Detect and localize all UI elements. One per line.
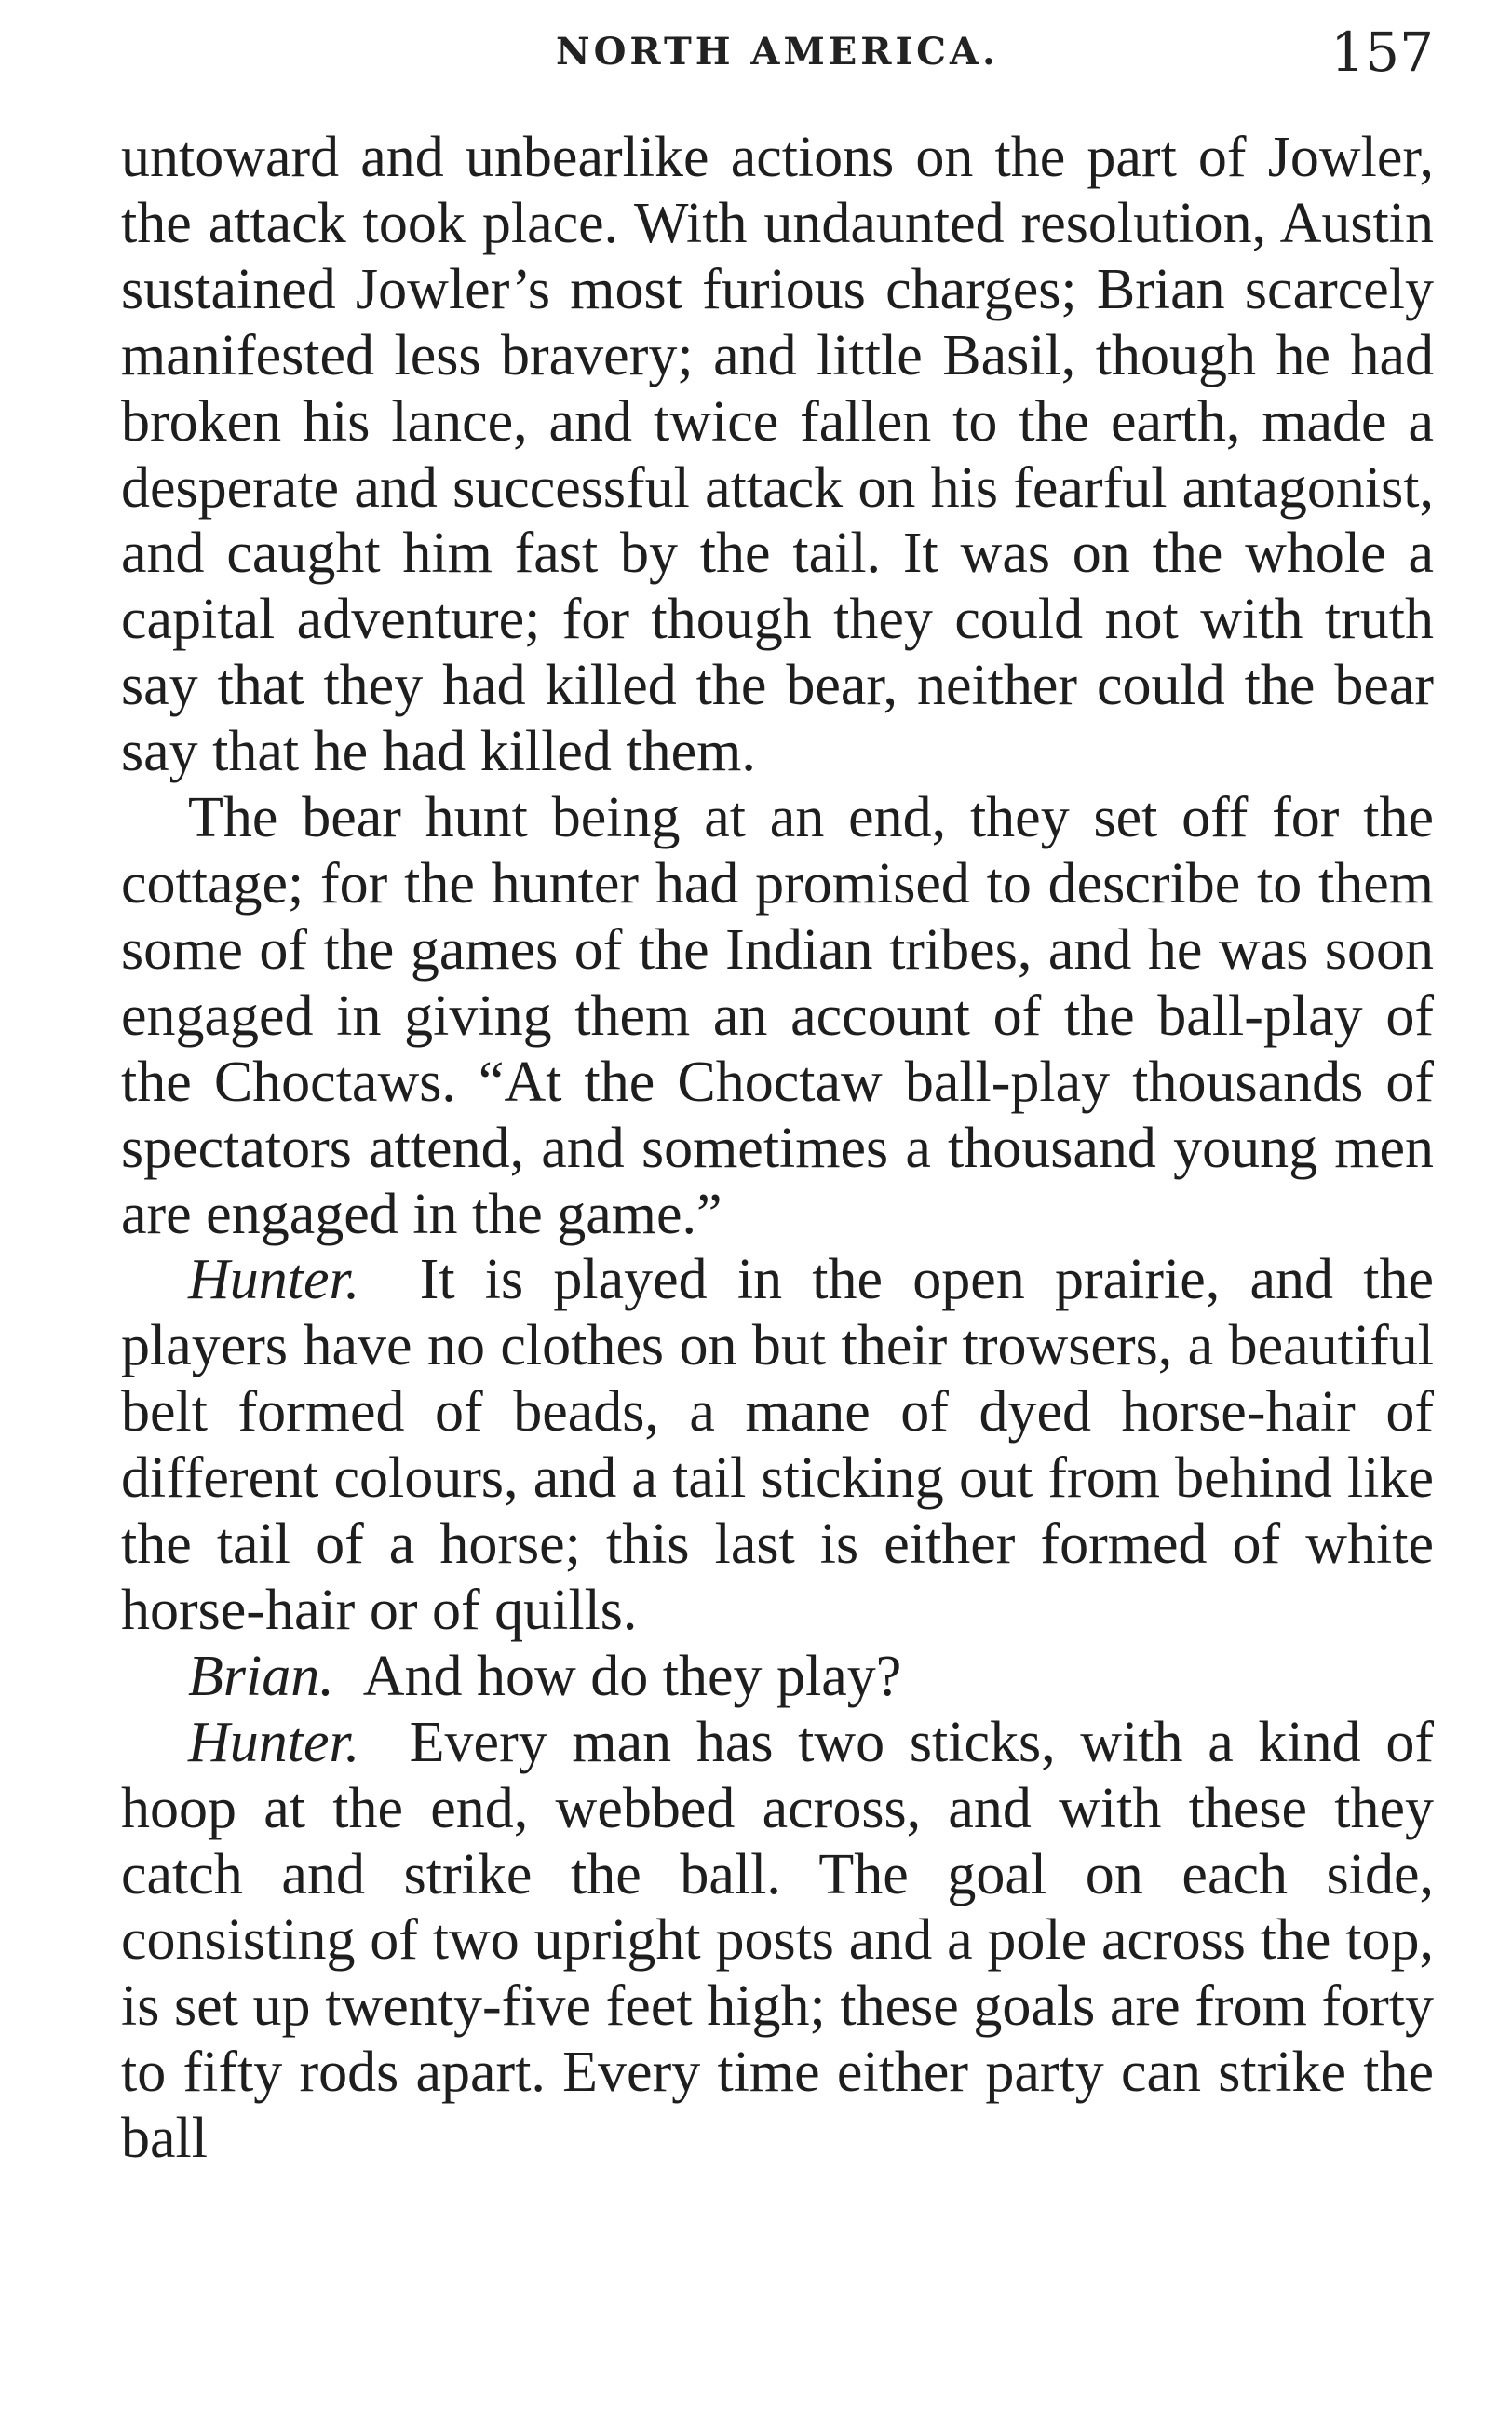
dialogue-text: Every man has two sticks, with a kind of hoop at the end, webbed across, and with these they catch and strike the ball. The goal on each side, consisting of two upright posts and a pole across the top, is set up twenty-five feet high; these goals are from forty to fifty rods apart. Every time either party can strike the ball	[121, 1710, 1434, 2171]
body-text	[121, 125, 1434, 2172]
running-head: NORTH AMERICA.	[556, 30, 999, 74]
dialogue-paragraph	[121, 1710, 1434, 2172]
page-header	[121, 20, 1434, 104]
paragraph-text: untoward and unbearlike actions on the part of Jowler, the attack took place. With undaunted resolution, Austin sustained Jowler’s most furious charges; Brian scarcely manifested less bravery; and little Basil, though he had broken his lance, and twice fallen to the earth, made a desperate and successful attack on his fearful antagonist, and caught him fast by the tail. It was on the whole a capital adventure; for though they could not with truth say that they had killed the bear, neither could the bear say that he had killed them.	[121, 126, 1434, 784]
speaker-name: Hunter.	[188, 1710, 360, 1774]
page-number: 157	[1330, 20, 1434, 84]
paragraph	[121, 785, 1434, 1247]
paragraph-continued	[121, 125, 1434, 785]
dialogue-text: And how do they play?	[362, 1644, 902, 1708]
speaker-name: Hunter.	[188, 1248, 360, 1312]
speaker-name: Brian.	[188, 1644, 334, 1708]
paragraph-text: The bear hunt being at an end, they set off for the cottage; for the hunter had promised to describe to them some of the games of the Indian tribes, and he was soon engaged in giving them an account of the ball-play of the Choctaws. “At the Choctaw ball-play thousands of spectators attend, and sometimes a thousand young men are engaged in the game.”	[121, 786, 1434, 1246]
dialogue-paragraph	[121, 1247, 1434, 1643]
dialogue-paragraph	[121, 1644, 1434, 1710]
dialogue-text: It is played in the open prairie, and the players have no clothes on but their trowsers, a beautiful belt formed of beads, a mane of dyed horse-hair of different colours, and a tail sticking out from behind like the tail of a horse; this last is either formed of white horse-hair or of quills.	[121, 1248, 1434, 1642]
